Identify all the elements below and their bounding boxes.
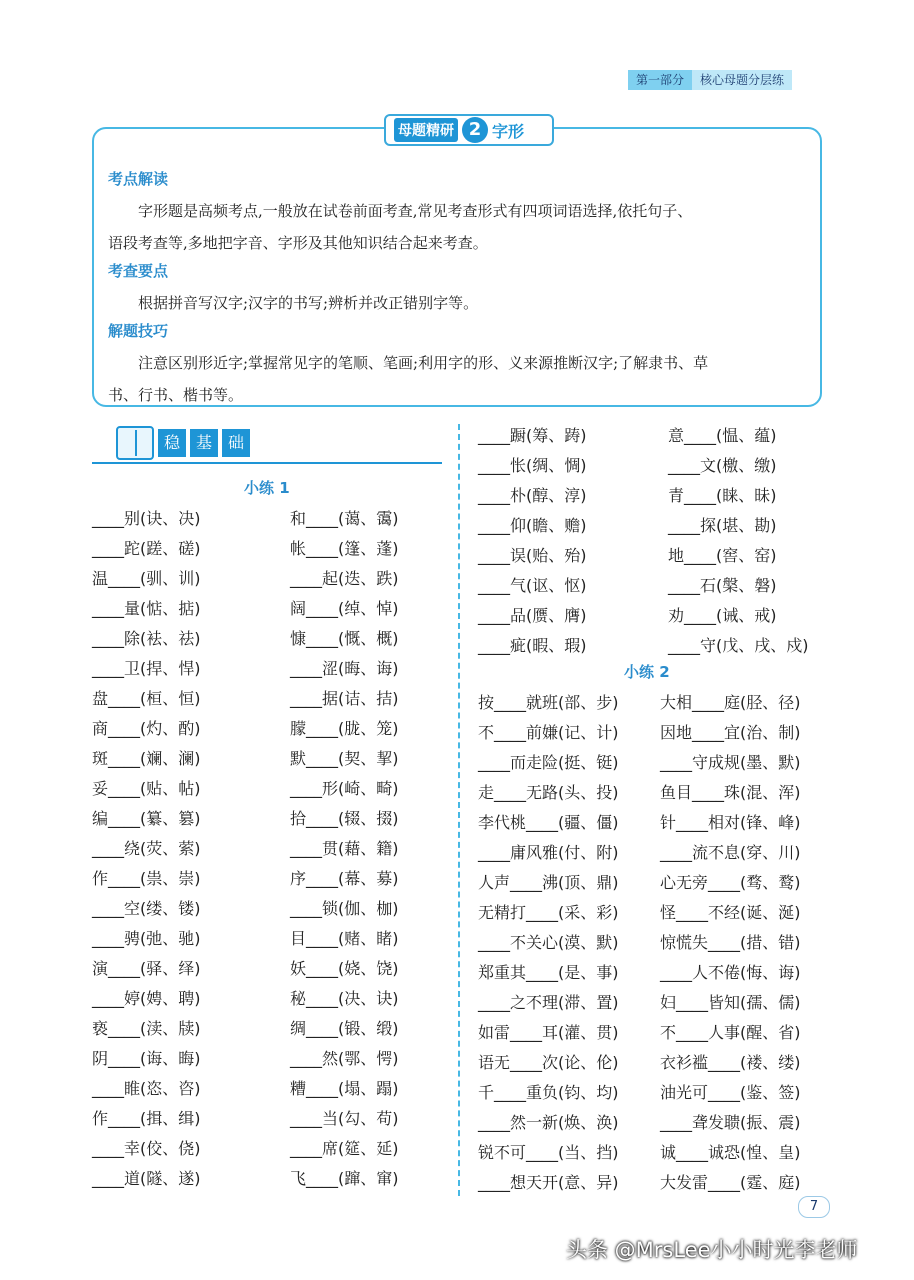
exercise-item: 作____(揖、缉)	[92, 1109, 201, 1128]
exercise-item: ____探(堪、勘)	[668, 516, 777, 535]
exercise-item: ____而走险(挺、铤)	[478, 753, 619, 772]
exercise-item: ____守成规(墨、默)	[660, 753, 801, 772]
exercise-item: 温____(驯、训)	[92, 569, 201, 588]
exercise-item: 阴____(诲、晦)	[92, 1049, 201, 1068]
exercise-item: ____品(赝、膺)	[478, 606, 587, 625]
topic-tab	[384, 114, 554, 146]
heading-key-points: 考查要点	[108, 262, 169, 280]
exercise-item: 因地____宜(治、制)	[660, 723, 801, 742]
exercise-item: 斑____(斓、澜)	[92, 749, 201, 768]
exercise-item: ____然一新(焕、涣)	[478, 1113, 619, 1132]
exercise-item: 不____人事(醒、省)	[660, 1023, 801, 1042]
exercise-item: ____聋发聩(振、震)	[660, 1113, 801, 1132]
exercise-item: 心无旁____(骛、鹜)	[660, 873, 801, 892]
exercise-item: ____然(鄂、愕)	[290, 1049, 399, 1068]
foundation-badge	[116, 426, 250, 460]
heading-tips: 解题技巧	[108, 322, 169, 340]
exercise-item: ____朴(醇、淳)	[478, 486, 587, 505]
exercise-item: 鱼目____珠(混、浑)	[660, 783, 801, 802]
exercise-item: 语无____次(论、伦)	[478, 1053, 619, 1072]
exercise-item: 飞____(蹿、窜)	[290, 1169, 399, 1188]
exercise-item: ____幸(佼、侥)	[92, 1139, 201, 1158]
exercise-item: 针____相对(锋、峰)	[660, 813, 801, 832]
para-tips-1: 注意区别形近字;掌握常见字的笔顺、笔画;利用字的形、义来源推断汉字;了解隶书、草	[138, 354, 709, 372]
exercise-item: ____骋(弛、驰)	[92, 929, 201, 948]
exercise-item: ____除(袪、祛)	[92, 629, 201, 648]
practice2-title: 小练 2	[624, 663, 670, 681]
exercise-item: ____别(诀、决)	[92, 509, 201, 528]
exercise-item: ____锁(伽、枷)	[290, 899, 399, 918]
exercise-item: 地____(窖、窑)	[668, 546, 777, 565]
exercise-item: 盘____(桓、恒)	[92, 689, 201, 708]
exercise-item: ____形(崎、畸)	[290, 779, 399, 798]
topic-number: 2	[462, 117, 488, 143]
exercise-item: ____贯(藉、籍)	[290, 839, 399, 858]
exercise-item: 绸____(锻、缎)	[290, 1019, 399, 1038]
exercise-item: 诚____诚恐(惶、皇)	[660, 1143, 801, 1162]
exercise-item: 大发雷____(霆、庭)	[660, 1173, 801, 1192]
exercise-item: 作____(祟、崇)	[92, 869, 201, 888]
exercise-item: ____不关心(漠、默)	[478, 933, 619, 952]
exercise-item: 妥____(贴、帖)	[92, 779, 201, 798]
exercise-item: 拾____(辍、掇)	[290, 809, 399, 828]
exercise-item: ____误(贻、殆)	[478, 546, 587, 565]
exercise-item: ____席(筵、延)	[290, 1139, 399, 1158]
exercise-item: ____绕(荧、萦)	[92, 839, 201, 858]
badge-char-3: 础	[222, 429, 250, 457]
exercise-item: ____跎(蹉、磋)	[92, 539, 201, 558]
exercise-item: ____疵(暇、瑕)	[478, 636, 587, 655]
book-icon	[116, 426, 154, 460]
exercise-item: 劝____(诫、戒)	[668, 606, 777, 625]
exercise-item: ____气(讴、怄)	[478, 576, 587, 595]
exercise-item: 按____就班(部、步)	[478, 693, 619, 712]
exercise-item: 序____(幕、募)	[290, 869, 399, 888]
exercise-item: 和____(蔼、霭)	[290, 509, 399, 528]
exercise-item: 演____(驿、绎)	[92, 959, 201, 978]
exercise-item: 帐____(篷、蓬)	[290, 539, 399, 558]
exercise-item: ____涩(晦、诲)	[290, 659, 399, 678]
exercise-item: 如雷____耳(灌、贯)	[478, 1023, 619, 1042]
exercise-item: 秘____(决、诀)	[290, 989, 399, 1008]
exercise-item: 阔____(绰、悼)	[290, 599, 399, 618]
exercise-item: 人声____沸(顶、鼎)	[478, 873, 619, 892]
exercise-item: 朦____(胧、笼)	[290, 719, 399, 738]
exercise-item: 无精打____(采、彩)	[478, 903, 619, 922]
exercise-item: 惊慌失____(措、错)	[660, 933, 801, 952]
exercise-item: ____蹰(筹、踌)	[478, 426, 587, 445]
topic-title: 字形	[492, 121, 525, 141]
exercise-item: ____怅(绸、惆)	[478, 456, 587, 475]
exercise-item: ____仰(瞻、赡)	[478, 516, 587, 535]
exercise-item: ____空(缕、镂)	[92, 899, 201, 918]
para-exam-point-2: 语段考查等,多地把字音、字形及其他知识结合起来考查。	[108, 234, 488, 252]
para-key-points: 根据拼音写汉字;汉字的书写;辨析并改正错别字等。	[138, 294, 479, 312]
exercise-item: ____流不息(穿、川)	[660, 843, 801, 862]
para-exam-point-1: 字形题是高频考点,一般放在试卷前面考查,常见考查形式有四项词语选择,依托句子、	[138, 202, 693, 220]
exercise-item: ____起(迭、跌)	[290, 569, 399, 588]
exercise-item: ____道(隧、遂)	[92, 1169, 201, 1188]
exercise-item: ____想天开(意、异)	[478, 1173, 619, 1192]
exercise-item: 糟____(塌、蹋)	[290, 1079, 399, 1098]
practice1-title: 小练 1	[244, 479, 290, 497]
exercise-item: 亵____(渎、牍)	[92, 1019, 201, 1038]
exercise-item: ____守(戊、戌、戍)	[668, 636, 809, 655]
exercise-item: ____石(槃、磐)	[668, 576, 777, 595]
heading-exam-point: 考点解读	[108, 170, 169, 188]
exercise-item: 青____(睐、昧)	[668, 486, 777, 505]
exercise-item: 妖____(娆、饶)	[290, 959, 399, 978]
exercise-item: 编____(纂、篡)	[92, 809, 201, 828]
exercise-item: 李代桃____(疆、僵)	[478, 813, 619, 832]
exercise-item: ____卫(捍、悍)	[92, 659, 201, 678]
exercise-item: 妇____皆知(孺、儒)	[660, 993, 801, 1012]
exercise-item: 锐不可____(当、挡)	[478, 1143, 619, 1162]
exercise-item: ____睢(恣、咨)	[92, 1079, 201, 1098]
badge-char-1: 稳	[158, 429, 186, 457]
exercise-item: 商____(灼、酌)	[92, 719, 201, 738]
exercise-item: 油光可____(鉴、签)	[660, 1083, 801, 1102]
exercise-item: ____据(诘、拮)	[290, 689, 399, 708]
column-divider	[458, 424, 460, 1196]
exercise-item: ____庸风雅(付、附)	[478, 843, 619, 862]
part-label: 第一部分	[628, 70, 692, 90]
badge-underline	[92, 462, 442, 464]
exercise-item: 郑重其____(是、事)	[478, 963, 619, 982]
page-number: 7	[798, 1196, 830, 1218]
exercise-item: 目____(赌、睹)	[290, 929, 399, 948]
exercise-item: 衣衫褴____(褛、缕)	[660, 1053, 801, 1072]
exercise-item: 走____无路(头、投)	[478, 783, 619, 802]
section-label: 核心母题分层练	[692, 70, 792, 90]
exercise-item: ____婷(娉、聘)	[92, 989, 201, 1008]
badge-char-2: 基	[190, 429, 218, 457]
topic-prefix: 母题精研	[394, 118, 458, 142]
para-tips-2: 书、行书、楷书等。	[108, 386, 244, 404]
exercise-item: 慷____(慨、概)	[290, 629, 399, 648]
exercise-item: 千____重负(钧、均)	[478, 1083, 619, 1102]
section-header	[628, 70, 792, 90]
exercise-item: ____当(勾、苟)	[290, 1109, 399, 1128]
exercise-item: 大相____庭(胫、径)	[660, 693, 801, 712]
exercise-item: 默____(契、挈)	[290, 749, 399, 768]
watermark: 头条 @MrsLee小小时光李老师	[566, 1238, 858, 1262]
exercise-item: ____量(惦、掂)	[92, 599, 201, 618]
exercise-item: 意____(愠、蕴)	[668, 426, 777, 445]
exercise-item: ____之不理(滞、置)	[478, 993, 619, 1012]
exercise-item: ____人不倦(悔、诲)	[660, 963, 801, 982]
exercise-item: ____文(檄、缴)	[668, 456, 777, 475]
exercise-item: 怪____不经(诞、涎)	[660, 903, 801, 922]
exercise-item: 不____前嫌(记、计)	[478, 723, 619, 742]
